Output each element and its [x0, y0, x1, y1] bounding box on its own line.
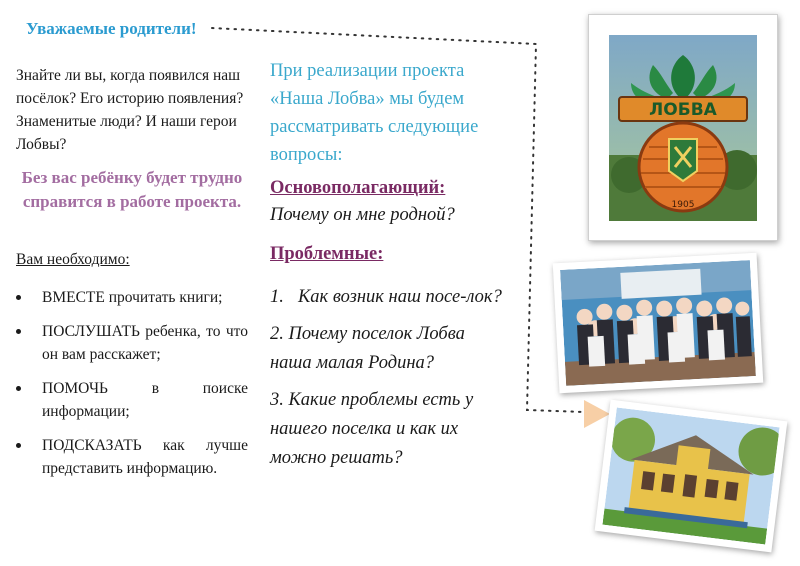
list-item: 1. Как возник наш посе-лок? [270, 287, 502, 307]
list-item: ПОМОЧЬ в поиске информации; [16, 377, 248, 423]
main-question-title: Основополагающий: [270, 178, 446, 198]
main-question: Почему он мне родной? [270, 205, 455, 225]
list-item: 2. Почему поселок Лобва наша малая Родина? [270, 324, 465, 373]
problem-question-list [270, 283, 510, 481]
station-building-photo [595, 400, 788, 553]
list-item: ПОСЛУШАТЬ ребенка, то что он вам расскажет; [16, 320, 248, 366]
list-item: ВМЕСТЕ прочитать книги; [16, 286, 248, 309]
intro-paragraph: Знайте ли вы, когда появился наш посёлок? Его историю появления? Знаменитые люди? И наши герои Лобвы? [16, 67, 244, 153]
arrow-pointer-icon [584, 400, 610, 428]
children-group-illustration [560, 260, 756, 386]
station-building-illustration [602, 407, 779, 544]
task-list [16, 286, 248, 491]
bullet-icon [16, 329, 21, 334]
list-item: ПОДСКАЗАТЬ как лучше представить информацию. [16, 434, 248, 480]
list-item: 3. Какие проблемы есть у нашего поселка и как их можно решать? [270, 390, 474, 468]
sign-year: 1905 [671, 200, 695, 210]
project-intro: При реализации проекта «Наша Лобва» мы будем рассматривать следующие вопросы: [270, 61, 479, 165]
children-group-photo [553, 253, 764, 393]
bullet-icon [16, 443, 21, 448]
bullet-icon [16, 295, 21, 300]
greeting-heading: Уважаемые родители! [26, 19, 197, 38]
bullet-icon [16, 386, 21, 391]
sign-text: ЛОБВА [649, 100, 717, 120]
warning-text: Без вас ребёнку будет трудно справится в работе проекта. [21, 168, 243, 211]
lobva-sign-photo [588, 14, 778, 241]
problem-questions-title: Проблемные: [270, 244, 384, 264]
lobva-sign-illustration [609, 35, 757, 221]
need-label: Вам необходимо: [16, 251, 130, 268]
